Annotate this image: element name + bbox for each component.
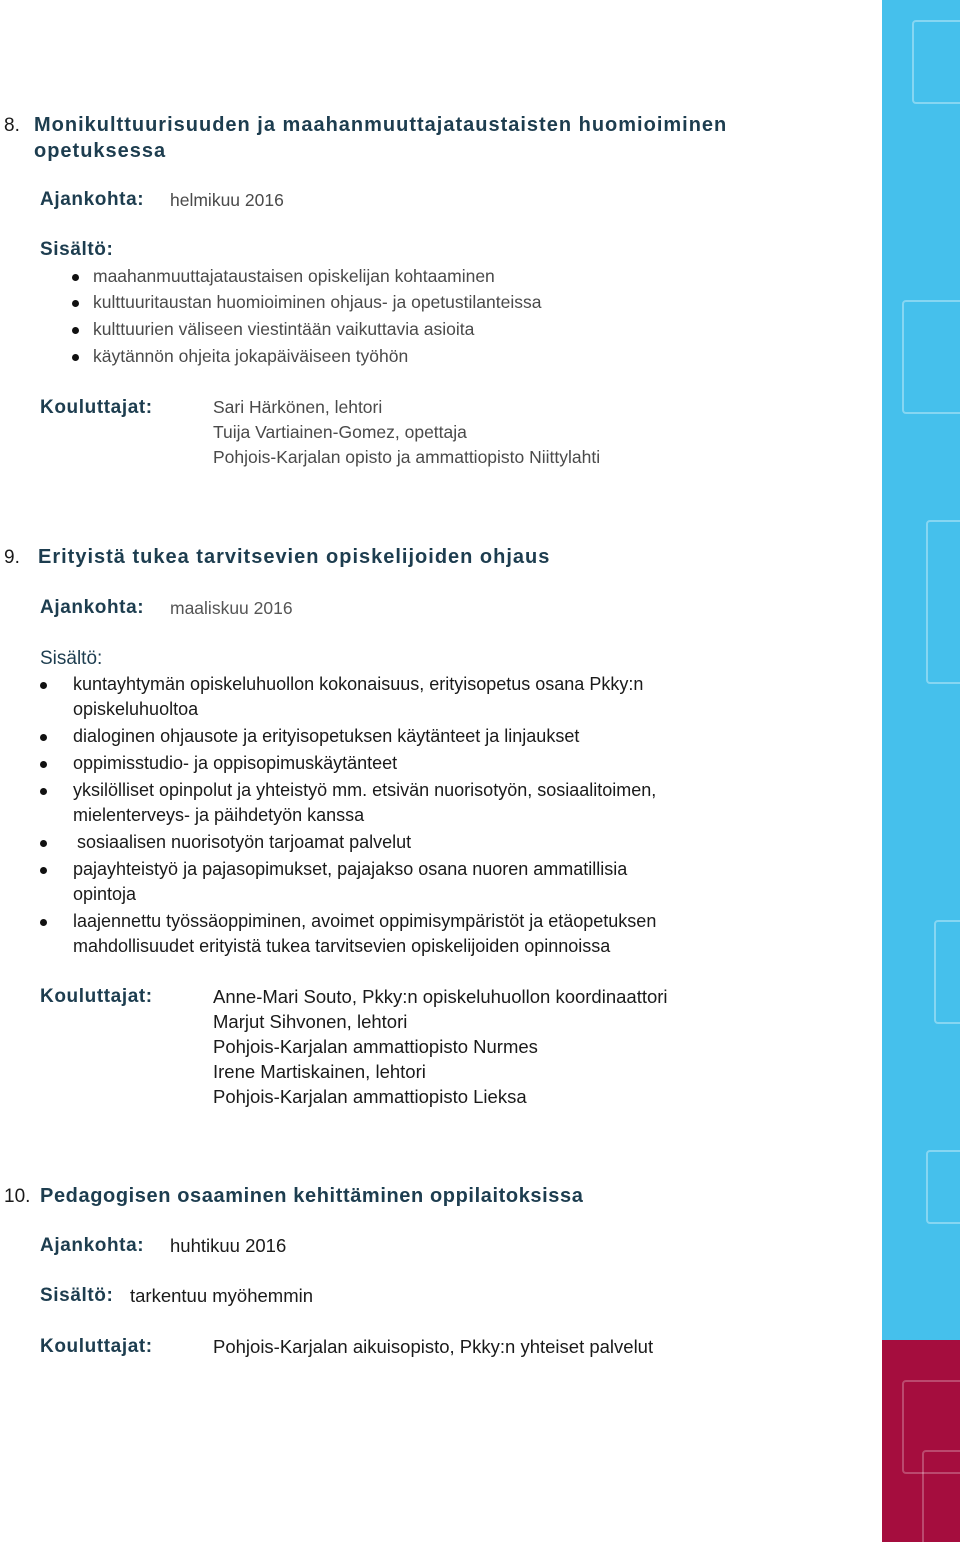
section-10-sisalto-label: Sisältö:	[40, 1285, 114, 1306]
section-9-trainer: Pohjois-Karjalan ammattiopisto Lieksa	[213, 1086, 527, 1107]
decorative-square	[922, 1450, 960, 1542]
section-8-trainer: Pohjois-Karjalan opisto ja ammattiopisto Niittylahti	[213, 447, 601, 467]
bullet-icon	[40, 840, 47, 847]
section-9-item-cont: mahdollisuudet erityistä tukea tarvitsevien opiskelijoiden opinnoissa	[73, 936, 611, 956]
section-10-sisalto-value: tarkentuu myöhemmin	[130, 1285, 314, 1306]
section-8-trainer: Sari Härkönen, lehtori	[213, 397, 383, 417]
section-10-ajankohta-label: Ajankohta:	[40, 1235, 145, 1256]
section-8-sisalto-label: Sisältö:	[40, 239, 114, 260]
section-9-item: kuntayhtymän opiskeluhuollon kokonaisuus, erityisopetus osana Pkky:n	[73, 674, 644, 694]
decorative-square	[912, 20, 960, 104]
bullet-icon	[40, 867, 47, 874]
section-8-item: käytännön ohjeita jokapäiväiseen työhön	[93, 346, 409, 366]
bullet-icon	[40, 919, 47, 926]
section-8-title-line2: opetuksessa	[34, 140, 167, 162]
section-9-item: yksilölliset opinpolut ja yhteistyö mm. etsivän nuorisotyön, sosiaalitoimen,	[73, 780, 657, 800]
section-9-sisalto-label: Sisältö:	[40, 648, 103, 669]
decorative-square	[934, 920, 960, 1024]
section-9-item-cont: mielenterveys- ja päihdetyön kanssa	[73, 805, 365, 825]
bullet-icon	[72, 327, 79, 334]
section-10-trainer: Pohjois-Karjalan aikuisopisto, Pkky:n yhteiset palvelut	[213, 1336, 654, 1357]
section-8-ajankohta-label: Ajankohta:	[40, 189, 145, 210]
bullet-icon	[40, 682, 47, 689]
bullet-icon	[40, 761, 47, 768]
section-8-title-line1: Monikulttuurisuuden ja maahanmuuttajataustaisten huomioiminen	[34, 114, 728, 136]
bullet-icon	[72, 300, 79, 307]
section-9-ajankohta-value: maaliskuu 2016	[170, 598, 293, 618]
bullet-icon	[40, 788, 47, 795]
bullet-icon	[72, 354, 79, 361]
section-9-trainer: Marjut Sihvonen, lehtori	[213, 1011, 408, 1032]
section-9-item: oppimisstudio- ja oppisopimuskäytänteet	[73, 753, 398, 773]
section-9-item: dialoginen ohjausote ja erityisopetuksen käytänteet ja linjaukset	[73, 726, 580, 746]
section-10-ajankohta-value: huhtikuu 2016	[170, 1235, 287, 1256]
section-9-item: sosiaalisen nuorisotyön tarjoamat palvelut	[77, 832, 412, 852]
section-8-item: kulttuuritaustan huomioiminen ohjaus- ja opetustilanteissa	[93, 292, 542, 312]
bullet-icon	[72, 274, 79, 281]
decorative-side-band	[882, 0, 960, 1542]
section-8-item: kulttuurien väliseen viestintään vaikuttavia asioita	[93, 319, 475, 339]
section-10-kouluttajat-label: Kouluttajat:	[40, 1336, 153, 1357]
section-8-ajankohta-value: helmikuu 2016	[170, 190, 284, 210]
section-9-trainer: Anne-Mari Souto, Pkky:n opiskeluhuollon koordinaattori	[213, 986, 668, 1007]
section-9-title: Erityistä tukea tarvitsevien opiskelijoiden ohjaus	[38, 546, 551, 568]
section-9-item-cont: opiskeluhuoltoa	[73, 699, 199, 719]
decorative-band-blue	[882, 0, 960, 1340]
decorative-band-red	[882, 1340, 960, 1542]
section-8-trainer: Tuija Vartiainen-Gomez, opettaja	[213, 422, 467, 442]
section-9-kouluttajat-label: Kouluttajat:	[40, 986, 153, 1007]
bullet-icon	[40, 734, 47, 741]
section-10-title: Pedagogisen osaaminen kehittäminen oppilaitoksissa	[40, 1185, 584, 1207]
section-8-item: maahanmuuttajataustaisen opiskelijan kohtaaminen	[93, 266, 495, 286]
decorative-square	[902, 300, 960, 414]
section-9-item: pajayhteistyö ja pajasopimukset, pajajakso osana nuoren ammatillisia	[73, 859, 628, 879]
section-9-trainer: Pohjois-Karjalan ammattiopisto Nurmes	[213, 1036, 538, 1057]
decorative-square	[926, 520, 960, 684]
section-10-number: 10.	[4, 1186, 31, 1207]
section-8-kouluttajat-label: Kouluttajat:	[40, 397, 153, 418]
section-9-trainer: Irene Martiskainen, lehtori	[213, 1061, 426, 1082]
decorative-square	[926, 1150, 960, 1224]
section-8-number: 8.	[4, 115, 20, 136]
section-9-item: laajennettu työssäoppiminen, avoimet oppimisympäristöt ja etäopetuksen	[73, 911, 657, 931]
section-9-item-cont: opintoja	[73, 884, 137, 904]
section-9-ajankohta-label: Ajankohta:	[40, 597, 145, 618]
section-9-number: 9.	[4, 547, 20, 568]
